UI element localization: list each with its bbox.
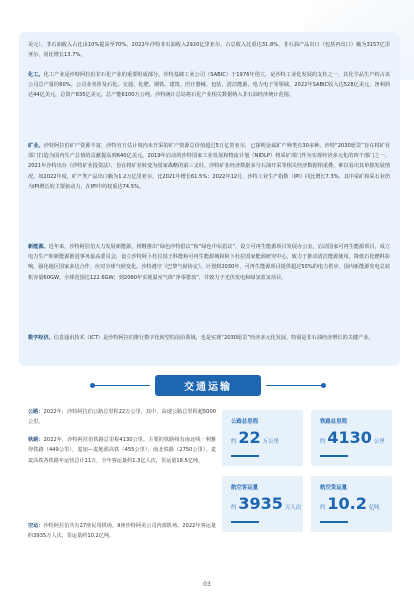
section-title: 交通运输	[155, 375, 261, 396]
paragraph-rail: 铁路：2022年，沙特阿拉伯铁路总里程4130公里。主要的铁路线有南北线一利雅得铁路（449公里），麦加—麦地那高铁（455公里），南北铁路（2750公里）。麦麦高铁各铁路年运营总计11万，全年客运量约1.3亿人次，货运量18.5亿吨。	[28, 437, 216, 464]
stat-unit: 亿吨	[368, 505, 380, 511]
stat-number: 10.2	[327, 494, 367, 513]
stat-underline	[231, 521, 259, 523]
stat-unit: 万人次	[284, 505, 302, 511]
stats-grid	[222, 410, 392, 532]
heading-air: 空运：	[28, 523, 44, 529]
heading-rail: 铁路：	[28, 437, 44, 443]
stat-prefix: 约	[320, 505, 326, 511]
stat-value-row	[231, 429, 303, 447]
stat-unit: 万公里	[262, 439, 279, 445]
stat-number: 22	[238, 428, 261, 447]
heading-new-energy: 新能源。	[28, 244, 49, 250]
paragraph-non-oil: 美元），非石油收入占比由10%提高至70%。2022年沙特非石油收入2920亿里亚尔，占总收入比重达31.8%，非石油产品出口（包括再出口）额为3157亿里亚尔，同比增长13.7%。	[28, 42, 390, 59]
title-dot-right	[321, 383, 326, 388]
heading-mining: 矿业。	[28, 143, 44, 149]
heading-chemical: 化工。	[28, 72, 44, 78]
stat-underline	[320, 521, 348, 523]
stat-number: 3935	[238, 494, 283, 513]
stat-unit: 公里	[373, 439, 385, 445]
stat-card-air-passenger	[222, 476, 303, 532]
stat-card-road	[222, 410, 303, 466]
paragraph-digital-economy: 数字经济。信息通讯技术（ICT）是沙特阿拉伯推行数字化转型的前沿领域，也是实现“2030愿景”经济多元化发展，特别是非石油经济增长的关键产业。	[28, 335, 374, 341]
stat-prefix: 约	[231, 505, 237, 511]
stat-card-rail	[311, 410, 392, 466]
stat-label: 航空客运量	[231, 485, 258, 491]
stat-value-row	[231, 495, 303, 513]
page-number: 03	[203, 581, 211, 588]
stat-underline	[231, 455, 259, 457]
stat-label: 铁路总里程	[320, 419, 347, 425]
paragraph-road: 公路：2022年，沙特阿拉伯公路总里程22万公里，其中，高速公路总里程超5000公里。	[28, 409, 216, 426]
title-line-left	[95, 385, 150, 386]
paragraph-chemical: 化工。化工产业是沙特阿拉伯非石化产业的重要组成部分。沙特基础工业公司（SABIC）于1976年创立，是沙特工业化发展的支柱之一，其化学品生产约占该公司总产量的60%。公司业务涉及石化、交通、化肥、钢铁、建筑、医疗器械、包装、清洁能源、电力电子等领域。2022年SABIC收入达528亿美元，净利润达44亿美元，总资产835亿美元，总产能6100万公吨。沙特统计总局将石化产业相关数据纳入非石油经济统计范围。	[28, 72, 390, 99]
heading-digital-economy: 数字经济。	[28, 335, 54, 341]
stat-value-row	[320, 495, 392, 513]
stat-underline	[320, 455, 348, 457]
stat-card-air-cargo	[311, 476, 392, 532]
paragraph-new-energy: 新能源。近年来，沙特阿拉伯大力发展新能源，相继推出“绿色沙特倡议”和“绿色中东倡议”，设立可再生能源项目发展办公室，启动国家可再生能源项目，成立电力生产和新能源推进事务最高委员会，设立沙特阿卜杜拉国王科能和可再生能源城和阿卜杜拉国家能源研究中心，致力于推动清洁能源使用，降低石化燃料影响，强化地区国家多边合作，应对全球气候变化。沙特遵守《巴黎气候协定》。计划到2030年，可再生能源项目提供超过50%的电力供应，国内新能源发电总装机容量60GW，全球范围达122.6GW；到2060年实现温室气体“净零排放”，并致力于光伏发电和绿氢蓝氢项目。	[28, 244, 391, 281]
title-line-right	[266, 385, 321, 386]
stat-label: 航空货运量	[320, 485, 347, 491]
stat-value-row	[320, 429, 392, 447]
stat-prefix: 约	[320, 439, 326, 445]
stat-prefix: 约	[231, 439, 237, 445]
stat-number: 4130	[327, 428, 372, 447]
paragraph-air: 空运：沙特阿拉伯共有27座民用机场，9座沙特阿美公司内部机场。2022年客运量约3935万人次，货运量约10.2亿吨。	[28, 523, 216, 540]
paragraph-mining: 矿业。沙特阿拉伯矿产资源丰富，沙特官方估计境内未开采的矿产资源总价值超过5万亿里亚尔，已探明金属矿产种类有30多种。沙特“2030愿景”旨在将矿业部门打造为国内生产总值的贡献提高到640亿美元。2019年启动的沙特国家工业发展和物流计划（NIDLP）将采矿部门作为实现经济多元化的四个部门之一。2021年沙特出台《沙特矿业投资法》，旨在将矿业转变为国家战略的第三支柱。沙特矿业经济数据多与石油开采等相关经济数据相重叠，难以看出其单独发展情况。如2022年度，矿产类产品出口额为1.2万亿里亚尔，比2021年增长61.5%；2022年12月，沙特工业生产指数（IPI）同比增长7.3%，其中采矿和采石业仍为IPI增长的主要驱动力，在IPI中的权重达74.5%。	[28, 143, 391, 190]
stat-label: 公路总里程	[231, 419, 258, 425]
heading-road: 公路：	[28, 409, 44, 415]
